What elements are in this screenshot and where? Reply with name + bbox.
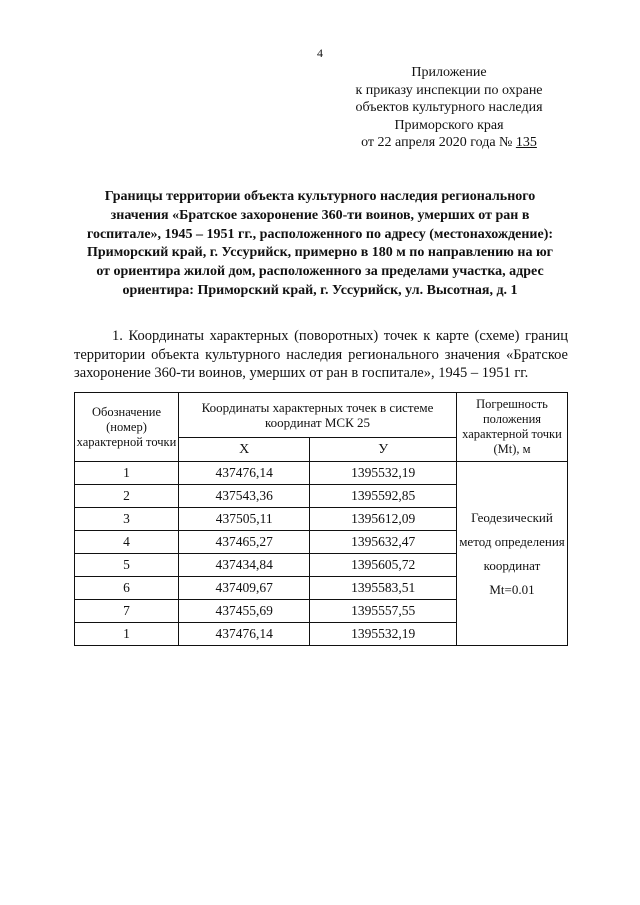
- cell-point: 7: [75, 600, 179, 623]
- section-paragraph: 1. Координаты характерных (поворотных) точек к карте (схеме) границ территории объекта культурного наследия регионального значения «Братское захоронение 360-ти воинов, умерших от ран в госпитале», 1945 – 1951 гг.: [74, 328, 568, 381]
- cell-point: 2: [75, 485, 179, 508]
- cell-x: 437505,11: [179, 508, 310, 531]
- table-row: [75, 462, 568, 485]
- appendix-date-line: [334, 134, 564, 152]
- document-heading: Границы территории объекта культурного наследия регионального значения «Братское захоронение 360-ти воинов, умерших от ран в госпитале», 1945 – 1951 гг., расположенного по адресу (местонахождение): Приморский край, г. Уссурийск, примерно в 180 м по направлению на юг от ориентира жилой дом, расположенного за пределами участка, адрес ориентира: Приморский край, г. Уссурийск, ул. Высотная, д. 1: [86, 189, 554, 298]
- cell-point: 1: [75, 462, 179, 485]
- cell-point: 1: [75, 623, 179, 646]
- error-line-2: метод определения: [459, 533, 565, 549]
- header-coordinates: Координаты характерных точек в системе координат МСК 25: [179, 393, 457, 438]
- appendix-line-1: Приложение: [411, 65, 487, 80]
- cell-y: 1395612,09: [310, 508, 457, 531]
- appendix-line-2: к приказу инспекции по охране: [355, 82, 543, 98]
- error-line-4: Mt=0.01: [489, 581, 535, 597]
- cell-y: 1395532,19: [310, 623, 457, 646]
- appendix-line-3: объектов культурного наследия: [355, 100, 543, 115]
- cell-point: 3: [75, 508, 179, 531]
- cell-point: 6: [75, 577, 179, 600]
- cell-point: 5: [75, 554, 179, 577]
- appendix-block: [334, 64, 564, 152]
- cell-x: 437476,14: [179, 462, 310, 485]
- header-error: Погрешность положения характерной точки (Mt), м: [457, 393, 568, 462]
- header-designation: Обозначение (номер) характерной точки: [75, 393, 179, 462]
- error-line-3: координат: [483, 557, 541, 573]
- cell-y: 1395557,55: [310, 600, 457, 623]
- cell-y: 1395592,85: [310, 485, 457, 508]
- appendix-date: от 22 апреля 2020 года №: [361, 135, 513, 150]
- cell-y: 1395632,47: [310, 531, 457, 554]
- cell-x: 437434,84: [179, 554, 310, 577]
- cell-y: 1395532,19: [310, 462, 457, 485]
- cell-point: 4: [75, 531, 179, 554]
- cell-x: 437409,67: [179, 577, 310, 600]
- header-x: X: [179, 438, 310, 462]
- cell-x: 437465,27: [179, 531, 310, 554]
- cell-x: 437455,69: [179, 600, 310, 623]
- header-y: У: [310, 438, 457, 462]
- coordinates-table: [74, 392, 568, 646]
- appendix-line-4: Приморского края: [394, 117, 504, 133]
- cell-y: 1395583,51: [310, 577, 457, 600]
- table-header-row: [75, 393, 568, 438]
- page-number: 4: [317, 46, 323, 60]
- cell-x: 437543,36: [179, 485, 310, 508]
- cell-error-method: [457, 462, 568, 646]
- cell-x: 437476,14: [179, 623, 310, 646]
- order-number: 135: [515, 135, 537, 150]
- error-line-1: Геодезический: [471, 509, 553, 525]
- cell-y: 1395605,72: [310, 554, 457, 577]
